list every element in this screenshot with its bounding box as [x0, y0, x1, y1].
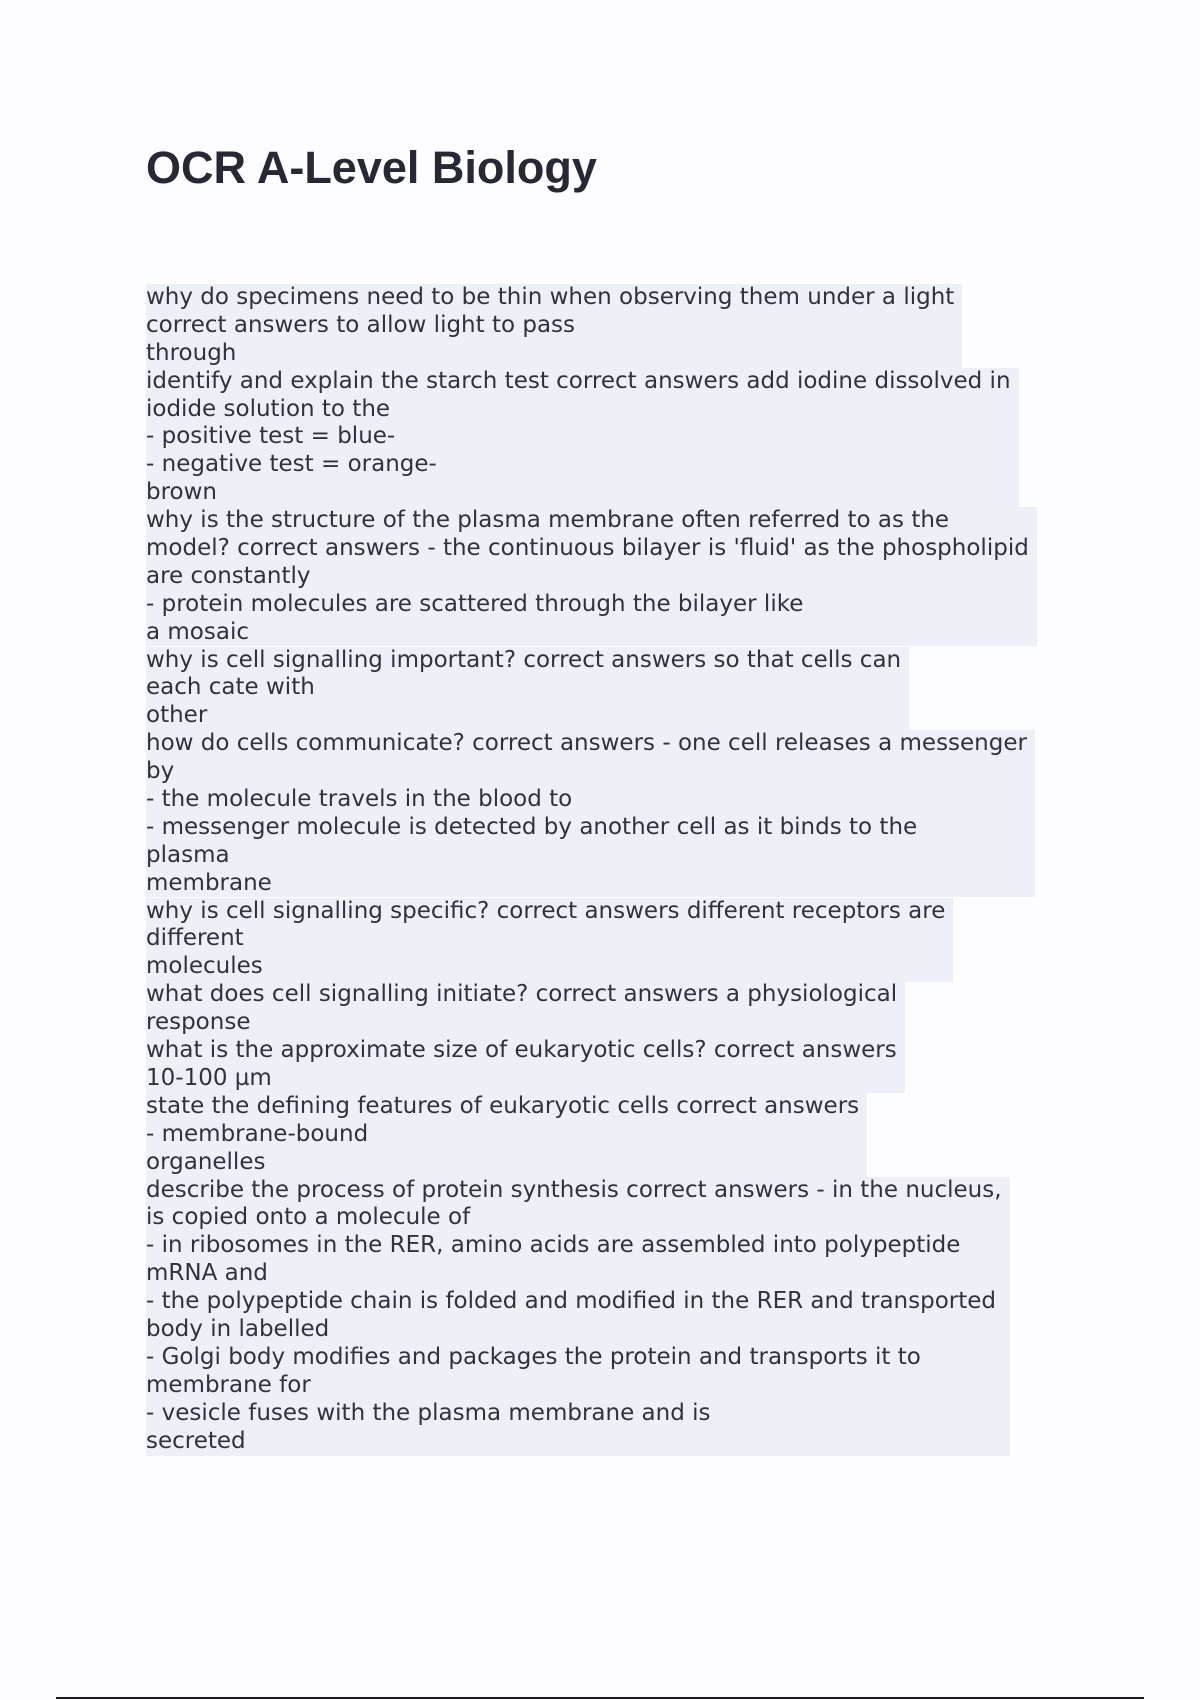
qa-answer-line: correct answers to allow light to pass — [146, 311, 576, 338]
qa-question-line: why is cell signalling important? correct answers so that cells can — [146, 646, 902, 673]
qa-answer-line: - vesicle fuses with the plasma membrane and is — [146, 1399, 711, 1426]
qa-answer-line: mRNA and — [146, 1260, 268, 1287]
qa-answer-line: each cate with — [146, 674, 315, 701]
qa-answer-line: other — [146, 702, 208, 729]
qa-answer-line: model? correct answers - the continuous bilayer is 'fluid' as the phospholipid — [146, 535, 1029, 562]
qa-answer-line: brown — [146, 479, 218, 506]
qa-answer-line: - messenger molecule is detected by another cell as it binds to the — [146, 813, 918, 840]
qa-answer-line: - in ribosomes in the RER, amino acids are assembled into polypeptide — [146, 1232, 961, 1259]
qa-block — [146, 898, 1086, 982]
qa-question-line: state the defining features of eukaryotic cells correct answers — [146, 1092, 860, 1119]
qa-answer-line: plasma — [146, 841, 230, 868]
qa-answer-line: molecules — [146, 953, 263, 980]
qa-content — [146, 284, 1086, 1455]
document-title: OCR A-Level Biology — [146, 142, 597, 193]
qa-block — [146, 1177, 1086, 1456]
qa-answer-line: - negative test = orange- — [146, 451, 437, 478]
qa-answer-line: - protein molecules are scattered through the bilayer like — [146, 590, 804, 617]
qa-answer-line: different — [146, 925, 244, 952]
qa-question-line: why is the structure of the plasma membrane often referred to as the — [146, 507, 950, 534]
footer-rule — [56, 1697, 1144, 1699]
qa-answer-line: iodide solution to the — [146, 395, 391, 422]
qa-question-line: why do specimens need to be thin when observing them under a light — [146, 284, 955, 310]
qa-answer-line: - Golgi body modifies and packages the protein and transports it to — [146, 1343, 921, 1370]
qa-block — [146, 507, 1086, 646]
qa-answer-line: - membrane-bound — [146, 1120, 369, 1147]
qa-question-line: why is cell signalling specific? correct answers different receptors are — [146, 897, 946, 924]
qa-answer-line: 10-100 µm — [146, 1064, 272, 1091]
qa-block — [146, 284, 1086, 368]
qa-answer-line: secreted — [146, 1427, 246, 1454]
qa-answer-line: - the polypeptide chain is folded and modified in the RER and transported — [146, 1288, 997, 1315]
qa-answer-line: - positive test = blue- — [146, 423, 396, 450]
qa-block — [146, 730, 1086, 897]
qa-block — [146, 647, 1086, 731]
qa-block — [146, 1093, 1086, 1177]
qa-question-line: what does cell signalling initiate? correct answers a physiological — [146, 981, 898, 1008]
qa-answer-line: organelles — [146, 1148, 266, 1175]
qa-answer-line: response — [146, 1009, 251, 1036]
qa-question-line: how do cells communicate? correct answers - one cell releases a messenger — [146, 730, 1027, 757]
qa-answer-line: - the molecule travels in the blood to — [146, 786, 573, 813]
qa-answer-line: membrane — [146, 869, 272, 896]
qa-answer-line: are constantly — [146, 562, 311, 589]
qa-answer-line: a mosaic — [146, 618, 249, 645]
qa-answer-line: through — [146, 339, 237, 366]
qa-block — [146, 368, 1086, 507]
qa-question-line: describe the process of protein synthesis correct answers - in the nucleus, — [146, 1176, 1002, 1203]
qa-question-line: identify and explain the starch test correct answers add iodine dissolved in — [146, 367, 1011, 394]
qa-answer-line: by — [146, 758, 175, 785]
qa-block — [146, 981, 1086, 1037]
qa-answer-line: is copied onto a molecule of — [146, 1204, 471, 1231]
qa-answer-line: body in labelled — [146, 1315, 330, 1342]
qa-question-line: what is the approximate size of eukaryotic cells? correct answers — [146, 1037, 897, 1064]
qa-answer-line: membrane for — [146, 1371, 311, 1398]
qa-block — [146, 1037, 1086, 1093]
